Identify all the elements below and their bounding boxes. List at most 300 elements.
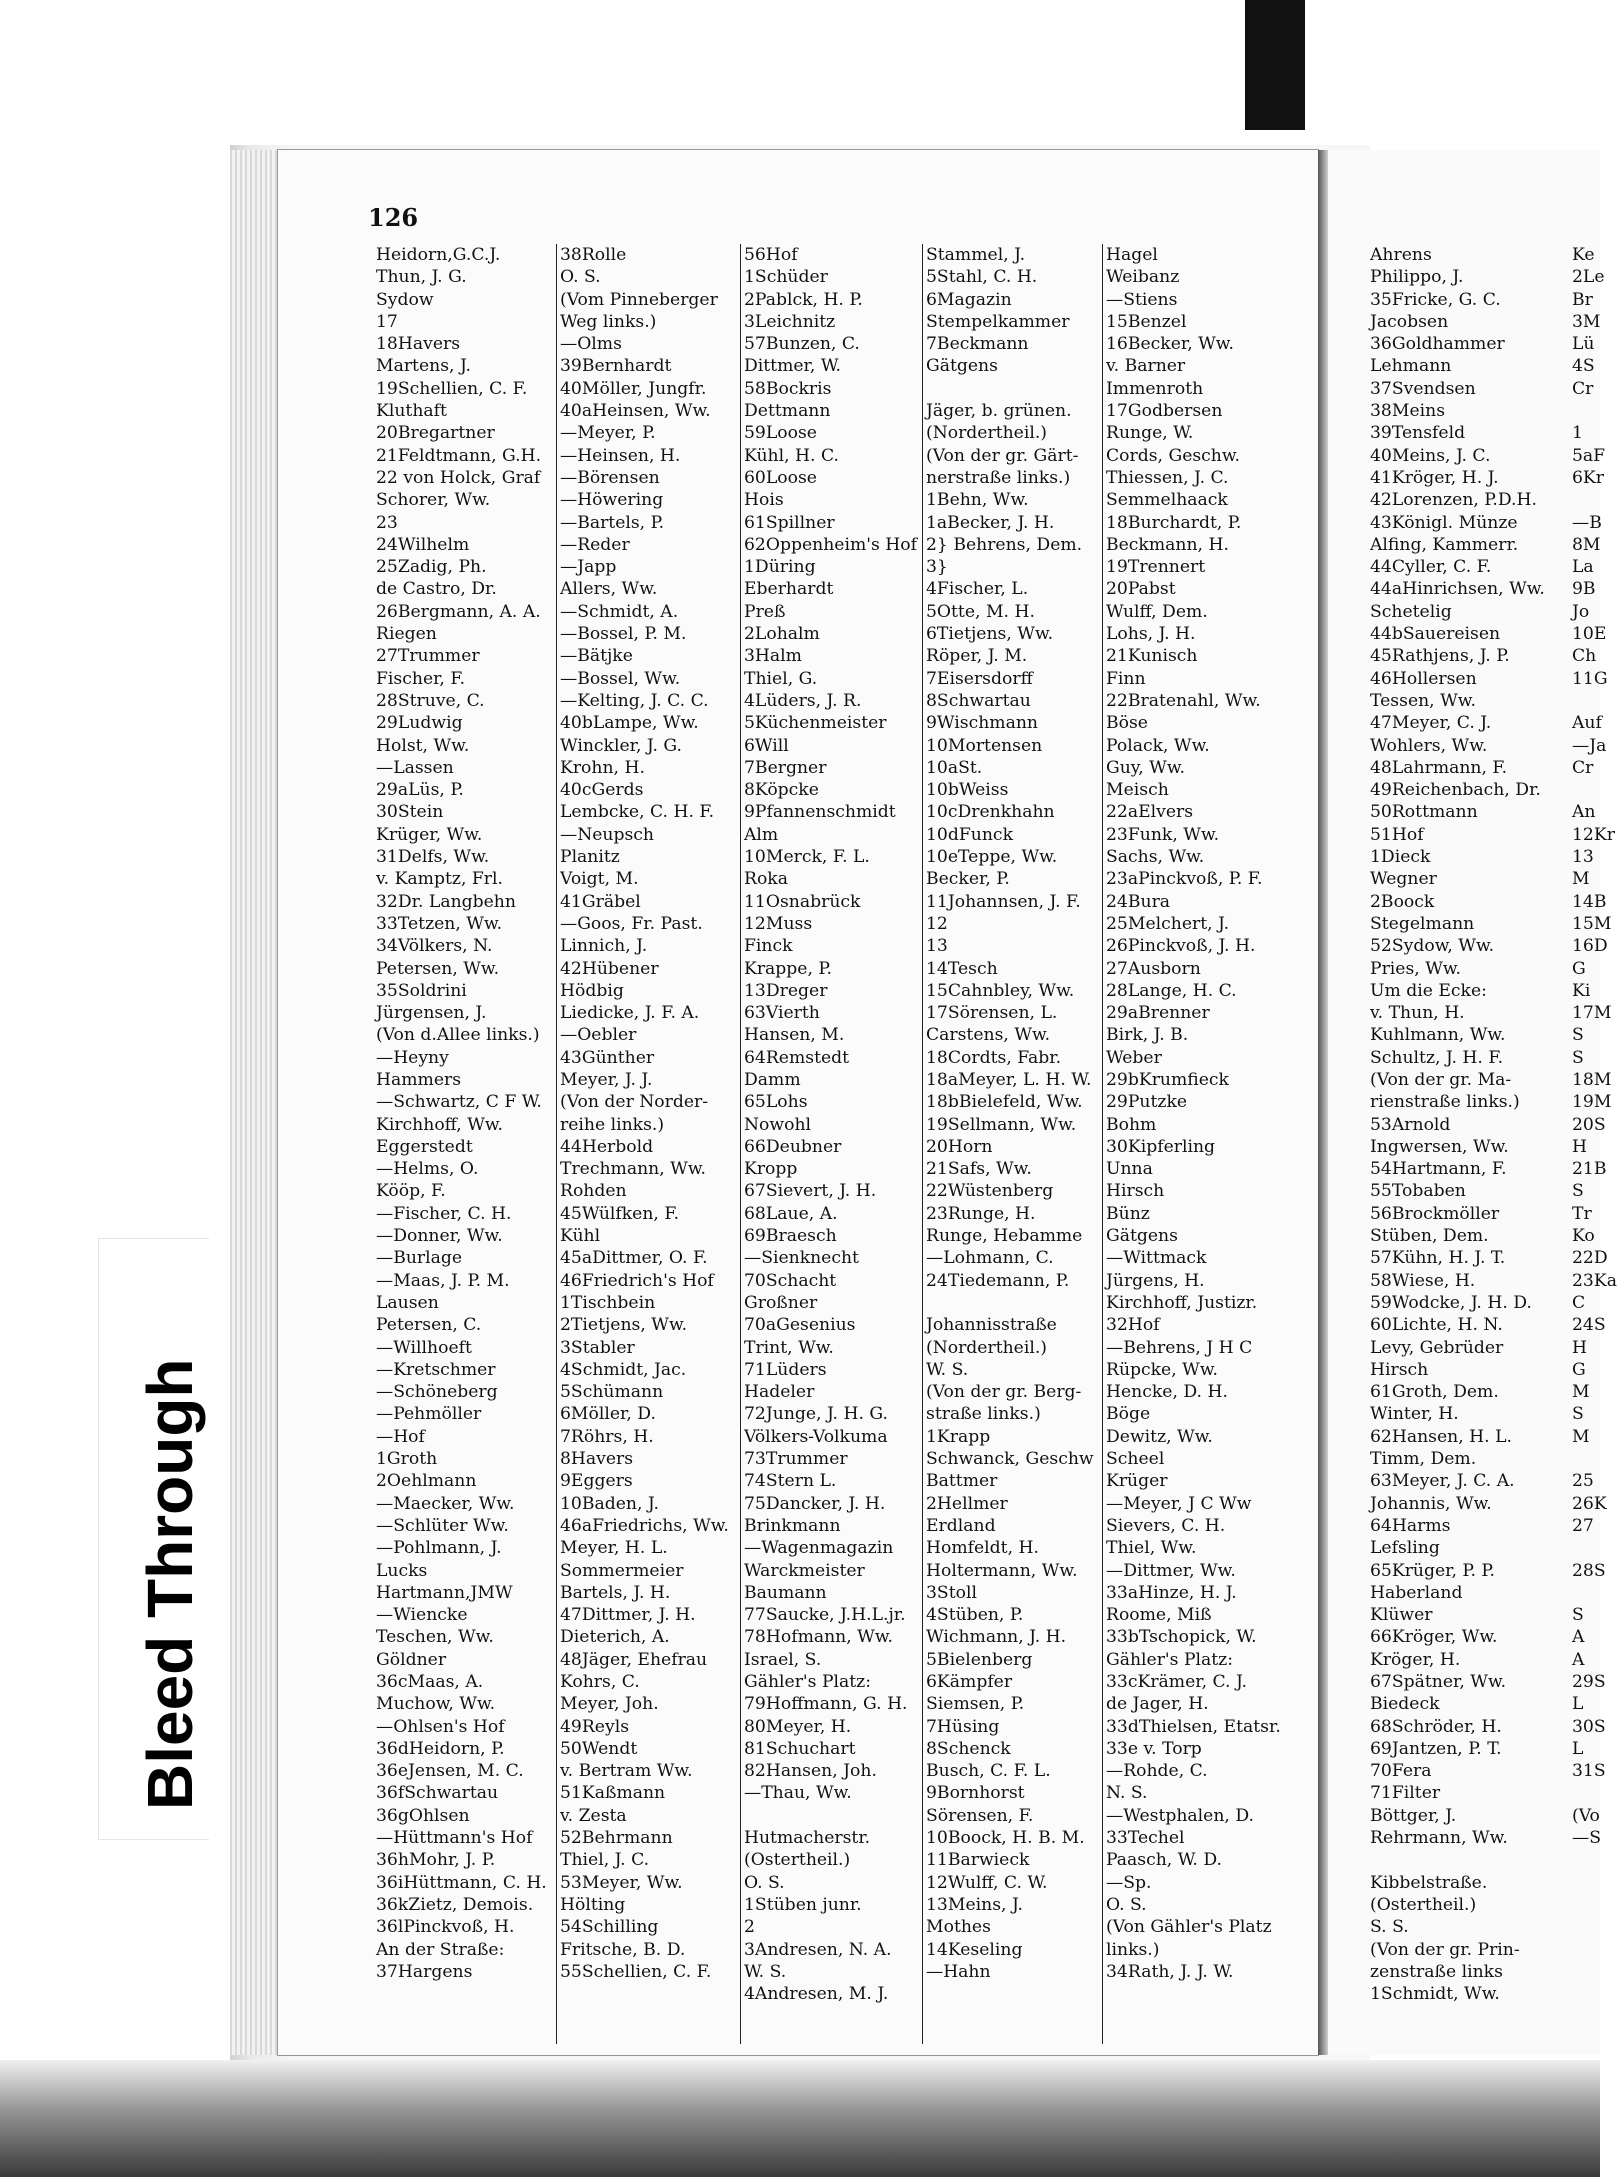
- directory-entry: 8M: [1572, 534, 1601, 555]
- directory-entry: Winter, H.: [1370, 1404, 1459, 1425]
- directory-entry: 41Kröger, H. J.: [1370, 467, 1499, 488]
- directory-entry: 28Struve, C.: [376, 690, 485, 711]
- directory-entry: 14Tesch: [926, 958, 998, 979]
- directory-entry: Weg links.): [560, 311, 657, 332]
- directory-entry: Sydow: [376, 289, 434, 310]
- directory-entry: 36kZietz, Demois.: [376, 1894, 534, 1915]
- directory-entry: Lohs, J. H.: [1106, 624, 1196, 645]
- directory-entry: 23Funk, Ww.: [1106, 824, 1220, 845]
- directory-entry: 2: [744, 1917, 755, 1938]
- directory-entry: Lehmann: [1370, 356, 1452, 377]
- directory-entry: 10E: [1572, 624, 1607, 645]
- directory-entry: 33cKrämer, C. J.: [1106, 1672, 1248, 1692]
- directory-entry: Sachs, Ww.: [1106, 847, 1205, 868]
- directory-entry: —Pohlmann, J.: [376, 1538, 502, 1559]
- directory-entry: 19Trennert: [1106, 557, 1206, 578]
- directory-entry: Mothes: [926, 1917, 991, 1938]
- directory-entry: —Behrens, J H C: [1106, 1337, 1253, 1358]
- directory-entry: Cr: [1572, 378, 1594, 399]
- directory-entry: 34Völkers, N.: [376, 936, 493, 957]
- directory-entry: —Lassen: [376, 757, 454, 778]
- directory-entry: 40aHeinsen, Ww.: [560, 401, 711, 422]
- directory-entry: 3Stabler: [560, 1337, 635, 1358]
- directory-entry: —Hüttmann's Hof: [376, 1828, 533, 1849]
- directory-entry: 33Tetzen, Ww.: [376, 913, 503, 934]
- directory-entry: Hansen, M.: [744, 1025, 845, 1046]
- directory-entry: Roka: [744, 869, 788, 890]
- directory-entry: Meyer, Joh.: [560, 1694, 659, 1715]
- directory-entry: 67Spätner, Ww.: [1370, 1672, 1507, 1692]
- directory-entry: Winckler, J. G.: [560, 735, 682, 756]
- directory-entry: 31S: [1572, 1761, 1606, 1782]
- directory-entry: 8Havers: [560, 1449, 634, 1470]
- directory-entry: 69Jantzen, P. T.: [1370, 1738, 1502, 1759]
- directory-entry: 22Bratenahl, Ww.: [1106, 690, 1261, 711]
- directory-entry: 61Spillner: [744, 512, 835, 533]
- directory-entry: Guy, Ww.: [1106, 757, 1185, 778]
- directory-entry: Hutmacherstr.: [744, 1828, 871, 1849]
- directory-entry: Preß: [744, 601, 786, 622]
- directory-entry: (Vom Pinneberger: [560, 289, 718, 310]
- directory-entry: Lucks: [376, 1560, 428, 1581]
- directory-entry: 53Arnold: [1370, 1114, 1451, 1135]
- directory-entry: Meyer, H. L.: [560, 1538, 668, 1559]
- directory-entry: Thun, J. G.: [376, 267, 467, 288]
- directory-entry: Ki: [1572, 980, 1591, 1001]
- directory-entry: Dittmer, W.: [744, 356, 841, 377]
- scanner-edge: [1245, 0, 1305, 130]
- directory-entry: 6Will: [744, 735, 789, 756]
- directory-entry: Immenroth: [1106, 378, 1204, 399]
- directory-entry: v. Thun, H.: [1370, 1003, 1465, 1024]
- directory-entry: O. S.: [744, 1872, 785, 1893]
- directory-entry: —S: [1572, 1828, 1601, 1849]
- directory-entry: 66Kröger, Ww.: [1370, 1627, 1498, 1648]
- directory-entry: 49Reichenbach, Dr.: [1370, 780, 1541, 801]
- directory-entry: 22aElvers: [1106, 802, 1194, 823]
- directory-entry: 18M: [1572, 1069, 1612, 1090]
- book-gutter: [1318, 150, 1328, 2055]
- directory-entry: Sörensen, F.: [926, 1805, 1034, 1826]
- directory-entry: 9Eggers: [560, 1471, 633, 1492]
- directory-entry: 16D: [1572, 936, 1608, 957]
- directory-entry: Jürgens, H.: [1106, 1270, 1205, 1291]
- directory-entry: Jäger, b. grünen.: [926, 401, 1072, 422]
- directory-entry: Rehrmann, Ww.: [1370, 1828, 1508, 1849]
- directory-entry: 40cGerds: [560, 780, 644, 801]
- directory-entry: 8Schenck: [926, 1738, 1011, 1759]
- directory-entry: 36fSchwartau: [376, 1783, 499, 1804]
- directory-entry: 21Safs, Ww.: [926, 1159, 1032, 1180]
- directory-entry: 25: [1572, 1471, 1594, 1492]
- directory-entry: 30Stein: [376, 802, 444, 823]
- directory-entry: 72Junge, J. H. G.: [744, 1404, 888, 1425]
- directory-entry: Battmer: [926, 1471, 998, 1492]
- directory-entry: 45Rathjens, J. P.: [1370, 646, 1510, 667]
- directory-entry: 11Osnabrück: [744, 891, 861, 912]
- directory-entry: 11Barwieck: [926, 1850, 1030, 1871]
- directory-entry: Becker, P.: [926, 869, 1010, 890]
- directory-entry: 13Meins, J.: [926, 1894, 1023, 1915]
- directory-entry: 33bTschopick, W.: [1106, 1627, 1257, 1648]
- directory-entry: Wulff, Dem.: [1106, 601, 1208, 622]
- directory-entry: Hölting: [560, 1894, 626, 1915]
- directory-entry: Finn: [1106, 668, 1146, 689]
- directory-entry: S: [1572, 1025, 1584, 1046]
- directory-entry: 80Meyer, H.: [744, 1716, 852, 1737]
- directory-entry: 2Oehlmann: [376, 1471, 477, 1492]
- directory-entry: Dieterich, A.: [560, 1627, 670, 1648]
- directory-entry: 53Meyer, Ww.: [560, 1872, 683, 1893]
- directory-entry: 82Hansen, Joh.: [744, 1761, 877, 1782]
- directory-entry: —Fischer, C. H.: [376, 1203, 512, 1224]
- directory-entry: —Thau, Ww.: [744, 1783, 852, 1804]
- directory-entry: —Bossel, Ww.: [560, 668, 681, 689]
- directory-entry: 2} Behrens, Dem.: [926, 534, 1083, 555]
- directory-entry: 58Wiese, H.: [1370, 1270, 1476, 1291]
- directory-entry: Muchow, Ww.: [376, 1694, 496, 1715]
- directory-entry: 27: [1572, 1515, 1594, 1536]
- directory-entry: Hammers: [376, 1069, 462, 1090]
- directory-entry: 3Stoll: [926, 1582, 977, 1603]
- directory-entry: [926, 378, 1104, 400]
- directory-entry: (Nordertheil.): [926, 1337, 1048, 1358]
- directory-entry: Israel, S.: [744, 1649, 822, 1670]
- directory-entry: [1572, 779, 1602, 801]
- directory-entry: 7Hüsing: [926, 1716, 1000, 1737]
- directory-entry: Holst, Ww.: [376, 735, 470, 756]
- directory-entry: —Burlage: [376, 1248, 463, 1269]
- directory-entry: 44Herbold: [560, 1136, 654, 1157]
- directory-entry: Ko: [1572, 1226, 1595, 1247]
- directory-entry: Lausen: [376, 1292, 439, 1313]
- directory-entry: An der Straße:: [376, 1939, 505, 1960]
- directory-entry: 78Hofmann, Ww.: [744, 1627, 893, 1648]
- directory-entry: 10Merck, F. L.: [744, 847, 870, 868]
- directory-entry: Ingwersen, Ww.: [1370, 1136, 1509, 1157]
- directory-entry: 38Meins: [1370, 401, 1446, 422]
- directory-entry: 13: [1572, 847, 1594, 868]
- directory-entry: Fritsche, B. D.: [560, 1939, 686, 1960]
- directory-entry: Stüben, Dem.: [1370, 1226, 1489, 1247]
- directory-entry: S. S.: [1370, 1917, 1409, 1938]
- directory-entry: M: [1572, 1382, 1590, 1403]
- directory-entry: [1572, 1537, 1602, 1559]
- directory-entry: 6Kr: [1572, 467, 1604, 488]
- directory-entry: 5Küchenmeister: [744, 713, 887, 734]
- directory-entry: Birk, J. B.: [1106, 1025, 1189, 1046]
- directory-entry: [1572, 489, 1602, 511]
- directory-entry: [1370, 1849, 1570, 1871]
- directory-entry: 54Hartmann, F.: [1370, 1159, 1507, 1180]
- directory-entry: 4Fischer, L.: [926, 579, 1029, 600]
- directory-entry: Krüger, Ww.: [376, 824, 483, 845]
- directory-entry: —Donner, Ww.: [376, 1226, 503, 1247]
- directory-entry: Schorer, Ww.: [376, 490, 491, 511]
- directory-entry: de Jager, H.: [1106, 1694, 1209, 1715]
- directory-entry: Philippo, J.: [1370, 267, 1464, 288]
- directory-entry: —Maas, J. P. M.: [376, 1270, 510, 1291]
- directory-entry: Warckmeister: [744, 1560, 865, 1581]
- directory-entry: Krüger: [1106, 1471, 1168, 1492]
- directory-entry: 56Hof: [744, 245, 798, 265]
- directory-entry: Biedeck: [1370, 1694, 1440, 1715]
- directory-entry: 11Johannsen, J. F.: [926, 891, 1081, 912]
- directory-entry: Eggerstedt: [376, 1136, 473, 1157]
- directory-entry: 50Wendt: [560, 1738, 638, 1759]
- directory-entry: 71Lüders: [744, 1359, 827, 1380]
- directory-entry: 1Stüben junr.: [744, 1894, 862, 1915]
- directory-entry: —Schöneberg: [376, 1382, 498, 1403]
- directory-entry: 43Königl. Münze: [1370, 512, 1518, 533]
- directory-entry: 59Wodcke, J. H. D.: [1370, 1292, 1532, 1313]
- directory-entry: Voigt, M.: [560, 869, 639, 890]
- directory-entry: Lembcke, C. H. F.: [560, 802, 715, 823]
- directory-entry: —Heyny: [376, 1047, 449, 1068]
- directory-entry: 16Becker, Ww.: [1106, 334, 1234, 355]
- directory-column-3: [744, 244, 922, 2005]
- directory-entry: —Bätjke: [560, 646, 633, 667]
- directory-entry: Fischer, F.: [376, 668, 466, 689]
- directory-entry: [1572, 690, 1602, 712]
- directory-entry: (Vo: [1572, 1805, 1600, 1826]
- directory-entry: 50Rottmann: [1370, 802, 1478, 823]
- directory-entry: 4Andresen, M. J.: [744, 1984, 889, 2005]
- directory-entry: 17Sörensen, L.: [926, 1003, 1058, 1024]
- directory-entry: Göldner: [376, 1649, 447, 1670]
- directory-entry: 58Bockris: [744, 378, 832, 399]
- directory-entry: 8Köpcke: [744, 780, 819, 801]
- directory-entry: [744, 1805, 922, 1827]
- directory-entry: Cords, Geschw.: [1106, 445, 1241, 466]
- directory-entry: 2Tietjens, Ww.: [560, 1315, 688, 1336]
- directory-entry: Martens, J.: [376, 356, 471, 377]
- directory-entry: 2Lohalm: [744, 624, 820, 645]
- directory-entry: 1Schüder: [744, 267, 828, 288]
- directory-entry: 26Bergmann, A. A.: [376, 601, 541, 622]
- directory-entry: Unna: [1106, 1159, 1153, 1180]
- directory-entry: —Pehmöller: [376, 1404, 482, 1425]
- directory-entry: —Bossel, P. M.: [560, 624, 687, 645]
- directory-entry: Völkers-Volkuma: [744, 1426, 888, 1447]
- directory-entry: Planitz: [560, 847, 620, 868]
- directory-entry: 24S: [1572, 1315, 1606, 1336]
- page-number: 126: [368, 203, 419, 232]
- directory-entry: 12Muss: [744, 913, 813, 934]
- directory-entry: 10dFunck: [926, 824, 1013, 845]
- directory-entry: 23Ka: [1572, 1270, 1617, 1291]
- directory-entry: Böge: [1106, 1404, 1151, 1425]
- directory-entry: 27Ausborn: [1106, 958, 1201, 979]
- directory-entry: 7Röhrs, H.: [560, 1426, 654, 1447]
- directory-entry: —Kelting, J. C. C.: [560, 690, 709, 711]
- directory-entry: Rüpcke, Ww.: [1106, 1359, 1218, 1380]
- directory-entry: S: [1572, 1181, 1584, 1202]
- directory-entry: 14B: [1572, 891, 1607, 912]
- directory-entry: Runge, W.: [1106, 423, 1194, 444]
- directory-entry: 81Schuchart: [744, 1738, 856, 1759]
- directory-entry: 20Horn: [926, 1136, 993, 1157]
- watermark-text: Bleed Through: [134, 1358, 206, 1810]
- directory-entry: 3M: [1572, 311, 1601, 332]
- directory-entry: 1Tischbein: [560, 1292, 656, 1313]
- directory-entry: 23Runge, H.: [926, 1203, 1036, 1224]
- directory-entry: —Goos, Fr. Past.: [560, 913, 703, 934]
- directory-entry: [926, 1292, 1104, 1314]
- directory-entry: (Von der gr. Berg-: [926, 1382, 1082, 1403]
- directory-entry: 9B: [1572, 579, 1596, 600]
- directory-entry: 30S: [1572, 1716, 1606, 1737]
- directory-entry: 36lPinckvoß, H.: [376, 1917, 515, 1938]
- directory-entry: 65Krüger, P. P.: [1370, 1560, 1495, 1581]
- directory-entry: 36dHeidorn, P.: [376, 1738, 505, 1759]
- directory-entry: (Von der gr. Prin-: [1370, 1939, 1520, 1960]
- directory-entry: 36Goldhammer: [1370, 334, 1505, 355]
- directory-entry: 73Trummer: [744, 1449, 848, 1470]
- directory-entry: Kibbelstraße.: [1370, 1872, 1488, 1893]
- directory-entry: Krappe, P.: [744, 958, 832, 979]
- directory-entry: Petersen, C.: [376, 1315, 482, 1336]
- directory-entry: Kuhlmann, Ww.: [1370, 1025, 1506, 1046]
- directory-entry: 3}: [926, 557, 948, 578]
- directory-entry: 43Günther: [560, 1047, 655, 1068]
- directory-entry: Linnich, J.: [560, 936, 648, 957]
- directory-entry: 54Schilling: [560, 1917, 659, 1938]
- directory-entry: —Ohlsen's Hof: [376, 1716, 505, 1737]
- directory-entry: Ch: [1572, 646, 1597, 667]
- directory-entry: —Meyer, P.: [560, 423, 656, 444]
- directory-entry: 29aBrenner: [1106, 1003, 1210, 1024]
- directory-entry: 35Soldrini: [376, 980, 467, 1001]
- directory-entry: 40Meins, J. C.: [1370, 445, 1491, 466]
- directory-entry: 1: [1572, 423, 1583, 444]
- directory-entry: L: [1572, 1694, 1584, 1715]
- directory-entry: 18Havers: [376, 334, 461, 355]
- directory-entry: Hirsch: [1106, 1181, 1165, 1202]
- directory-entry: 33Techel: [1106, 1828, 1185, 1849]
- directory-entry: 48Jäger, Ehefrau: [560, 1649, 708, 1670]
- directory-entry: 45aDittmer, O. F.: [560, 1248, 708, 1269]
- directory-entry: 4S: [1572, 356, 1595, 377]
- directory-entry: Lü: [1572, 334, 1595, 355]
- directory-entry: 64Harms: [1370, 1515, 1451, 1536]
- directory-entry: 10Boock, H. B. M.: [926, 1828, 1085, 1849]
- directory-entry: 3Leichnitz: [744, 311, 836, 332]
- directory-entry: 10bWeiss: [926, 780, 1009, 801]
- directory-entry: Bohm: [1106, 1114, 1157, 1135]
- directory-entry: Ahrens: [1370, 245, 1432, 265]
- directory-entry: 71Filter: [1370, 1783, 1441, 1804]
- directory-entry: 27Trummer: [376, 646, 480, 667]
- directory-entry: Hagel: [1106, 245, 1158, 265]
- directory-entry: 39Tensfeld: [1370, 423, 1466, 444]
- directory-entry: W. S.: [926, 1359, 969, 1380]
- directory-entry: O. S.: [1106, 1894, 1147, 1915]
- directory-entry: Kluthaft: [376, 401, 447, 422]
- directory-entry: 1Dieck: [1370, 847, 1431, 868]
- directory-entry: 18Cordts, Fabr.: [926, 1047, 1062, 1068]
- directory-entry: Allers, Ww.: [560, 579, 658, 600]
- directory-entry: —Helms, O.: [376, 1159, 479, 1180]
- directory-entry: —B: [1572, 512, 1602, 533]
- directory-entry: 21Kunisch: [1106, 646, 1198, 667]
- directory-entry: 29S: [1572, 1672, 1606, 1692]
- directory-entry: 36eJensen, M. C.: [376, 1761, 524, 1782]
- directory-entry: Teschen, Ww.: [376, 1627, 494, 1648]
- directory-entry: 47Dittmer, J. H.: [560, 1605, 696, 1626]
- directory-entry: 19M: [1572, 1092, 1612, 1113]
- directory-entry: 55Schellien, C. F.: [560, 1961, 712, 1982]
- directory-entry: 9Pfannenschmidt: [744, 802, 896, 823]
- directory-entry: A: [1572, 1627, 1585, 1648]
- directory-entry: Holtermann, Ww.: [926, 1560, 1078, 1581]
- directory-entry: Kropp: [744, 1159, 798, 1180]
- directory-entry: 49Reyls: [560, 1716, 630, 1737]
- directory-entry: 18aMeyer, L. H. W.: [926, 1069, 1092, 1090]
- directory-entry: Bartels, J. H.: [560, 1582, 671, 1603]
- directory-entry: de Castro, Dr.: [376, 579, 497, 600]
- directory-entry: 9Wischmann: [926, 713, 1038, 734]
- directory-entry: 15M: [1572, 913, 1612, 934]
- directory-entry: 64Remstedt: [744, 1047, 850, 1068]
- directory-entry: O. S.: [560, 267, 601, 288]
- directory-entry: 21B: [1572, 1159, 1607, 1180]
- directory-entry: C: [1572, 1292, 1586, 1313]
- directory-entry: Kröger, H.: [1370, 1649, 1461, 1670]
- directory-entry: 5Bielenberg: [926, 1649, 1033, 1670]
- directory-entry: 29Putzke: [1106, 1092, 1188, 1113]
- directory-entry: 24Wilhelm: [376, 534, 470, 555]
- directory-entry: 69Braesch: [744, 1226, 837, 1247]
- directory-entry: 60Loose: [744, 467, 817, 488]
- directory-entry: (Ostertheil.): [744, 1850, 851, 1871]
- directory-column-5: [1106, 244, 1316, 1983]
- directory-entry: —Japp: [560, 557, 617, 578]
- directory-entry: 46Hollersen: [1370, 668, 1477, 689]
- directory-entry: Siemsen, P.: [926, 1694, 1025, 1715]
- directory-entry: L: [1572, 1738, 1584, 1759]
- directory-entry: reihe links.): [560, 1114, 665, 1135]
- directory-entry: Dettmann: [744, 401, 831, 422]
- directory-entry: Großner: [744, 1292, 818, 1313]
- directory-entry: 2Le: [1572, 267, 1605, 288]
- directory-entry: v. Zesta: [560, 1805, 627, 1826]
- directory-entry: 11G: [1572, 668, 1608, 689]
- directory-entry: 32Hof: [1106, 1315, 1160, 1336]
- directory-entry: S: [1572, 1605, 1584, 1626]
- directory-entry: Klüwer: [1370, 1605, 1433, 1626]
- directory-entry: (Von der gr. Ma-: [1370, 1069, 1512, 1090]
- directory-entry: 22 von Holck, Graf: [376, 467, 541, 488]
- directory-entry: H: [1572, 1337, 1587, 1358]
- directory-entry: 15Cahnbley, Ww.: [926, 980, 1075, 1001]
- directory-entry: Ke: [1572, 245, 1595, 265]
- directory-entry: 46Friedrich's Hof: [560, 1270, 714, 1291]
- directory-entry: La: [1572, 557, 1594, 578]
- directory-entry: 24Bura: [1106, 891, 1171, 912]
- directory-entry: 18Burchardt, P.: [1106, 512, 1242, 533]
- directory-entry: Kirchhoff, Ww.: [376, 1114, 503, 1135]
- directory-entry: Krohn, H.: [560, 757, 645, 778]
- directory-entry: —Börensen: [560, 467, 660, 488]
- directory-entry: 70Fera: [1370, 1761, 1432, 1782]
- directory-entry: 34Rath, J. J. W.: [1106, 1961, 1234, 1982]
- directory-entry: 6Magazin: [926, 289, 1012, 310]
- directory-entry: 2Boock: [1370, 891, 1435, 912]
- directory-entry: —Kretschmer: [376, 1359, 496, 1380]
- directory-entry: [1572, 400, 1602, 422]
- directory-entry: 13Dreger: [744, 980, 828, 1001]
